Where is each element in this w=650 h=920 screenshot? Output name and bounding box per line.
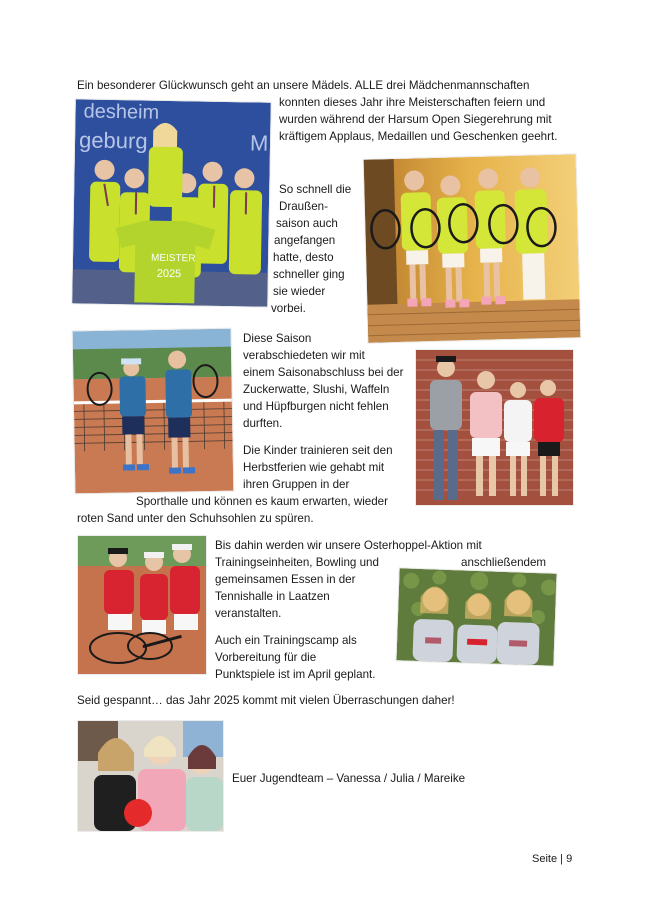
season-end-line: saison auch: [276, 217, 338, 230]
red-shirts-photo: [78, 536, 206, 674]
camp-line: Punktspiele ist im April geplant.: [215, 668, 376, 681]
training-line: ihren Gruppen in der: [243, 478, 350, 491]
shirt-print: 2025: [156, 267, 182, 281]
champions-team-photo: [72, 99, 271, 306]
farewell-line: Zuckerwatte, Slushi, Waffeln: [243, 383, 390, 396]
season-end-line: Draußen-: [279, 200, 328, 213]
youth-team-portrait: [78, 721, 223, 831]
season-end-line: hatte, desto: [273, 251, 334, 264]
farewell-line: durften.: [243, 417, 283, 430]
hedge-trio-photo: [396, 568, 556, 665]
training-line: Herbstferien wie gehabt mit: [243, 461, 385, 474]
farewell-line: und Hüpfburgen nicht fehlen: [243, 400, 389, 413]
boys-court-photo: [73, 329, 234, 494]
rackets-group-photo: [364, 154, 581, 342]
shirt-print: MEISTER: [150, 252, 196, 265]
brick-wall-photo: [416, 350, 573, 505]
easter-line: Trainingseinheiten, Bowling und: [215, 556, 379, 569]
signature: Euer Jugendteam – Vanessa / Julia / Mareike: [232, 772, 466, 785]
training-line: Die Kinder trainieren seit den: [243, 444, 393, 457]
farewell-line: Diese Saison: [243, 332, 312, 345]
training-line: roten Sand unter den Schuhsohlen zu spüren.: [77, 512, 314, 525]
farewell-line: einem Saisonabschluss bei der: [243, 366, 404, 379]
season-end-line: sie wieder: [273, 285, 326, 298]
banner-text: geburg: [78, 127, 148, 154]
farewell-line: verabschiedeten wir mit: [243, 349, 365, 362]
easter-line: Tennishalle in Laatzen: [215, 590, 330, 603]
easter-line: veranstalten.: [215, 607, 282, 620]
intro-line: Ein besonderer Glückwunsch geht an unsere Mädels. ALLE drei Mädchenmannschaften: [77, 79, 530, 92]
easter-line: anschließendem: [461, 556, 547, 569]
intro-line: kräftigem Applaus, Medaillen und Geschenken geehrt.: [279, 130, 558, 143]
outro-line: Seid gespannt… das Jahr 2025 kommt mit vielen Überraschungen daher!: [77, 694, 455, 707]
page-number: Seite | 9: [532, 853, 573, 865]
season-end-line: schneller ging: [273, 268, 345, 281]
intro-line: wurden während der Harsum Open Siegerehrung mit: [279, 113, 552, 126]
camp-line: Auch ein Trainingscamp als: [215, 634, 357, 647]
season-end-line: So schnell die: [279, 183, 352, 196]
season-end-line: vorbei.: [271, 302, 306, 315]
easter-line: Bis dahin werden wir unsere Osterhoppel-Aktion mit: [215, 539, 482, 552]
training-line: Sporthalle und können es kaum erwarten, wieder: [136, 495, 388, 508]
camp-line: Vorbereitung für die: [215, 651, 317, 664]
intro-line: konnten dieses Jahr ihre Meisterschaften feiern und: [279, 96, 546, 109]
banner-text: M: [249, 130, 269, 156]
banner-text: desheim: [83, 100, 160, 124]
season-end-line: angefangen: [274, 234, 336, 247]
easter-line: gemeinsamen Essen in der: [215, 573, 356, 586]
